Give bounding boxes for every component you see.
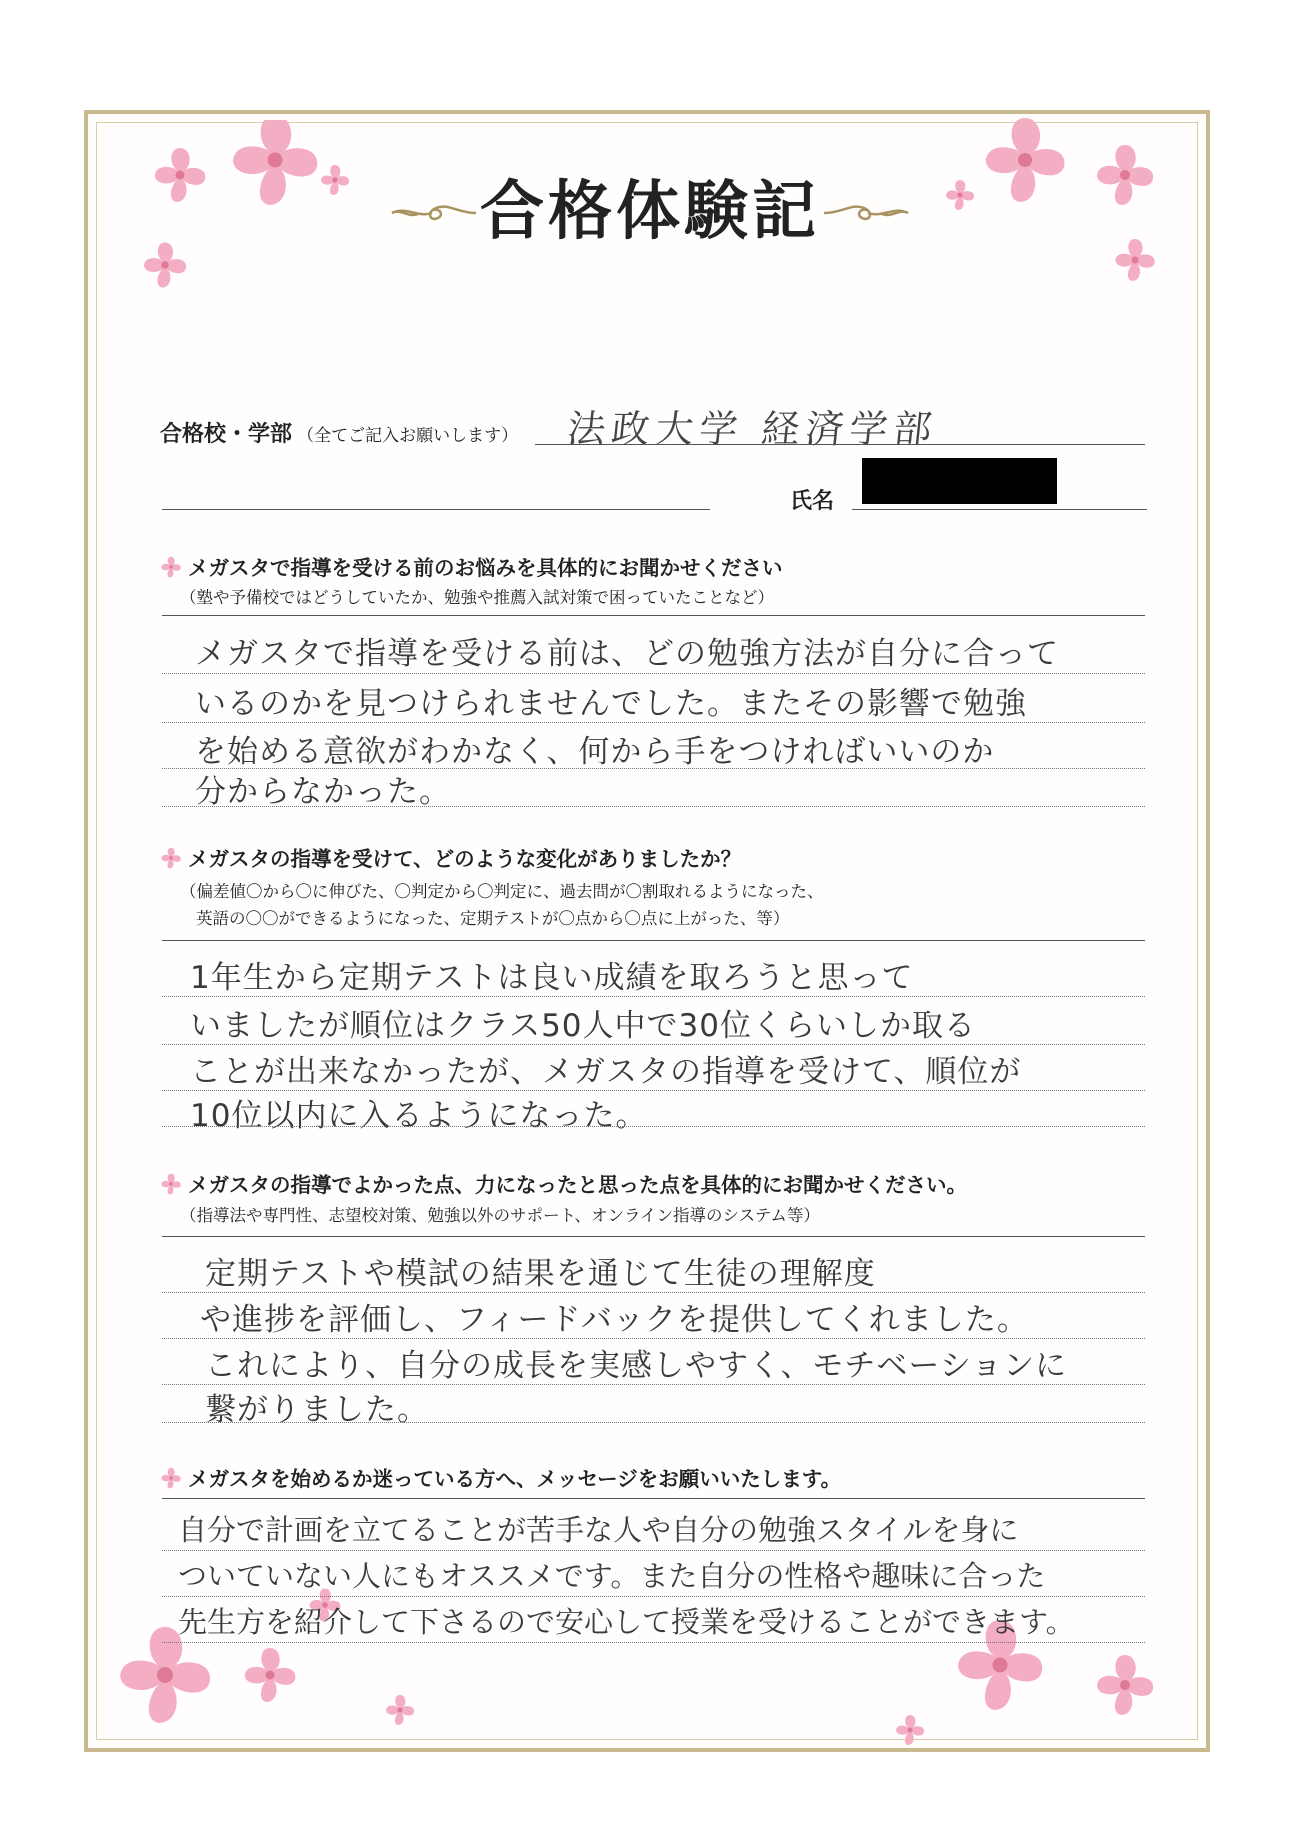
q3-answer-line-4[interactable]: 繋がりました。: [205, 1392, 429, 1428]
form-frame: [84, 110, 1210, 1752]
q2-heading: [160, 842, 741, 872]
q4-ruled-line-2: [162, 1596, 1145, 1597]
q1-answer-line-3[interactable]: を始める意欲がわかなく、何から手をつければいいのか: [195, 734, 995, 770]
q3-answer-line-3[interactable]: これにより、自分の成長を実感しやすく、モチベーションに: [205, 1348, 1068, 1384]
name-field-underline: [852, 509, 1147, 510]
q2-ruled-line-1: [162, 996, 1145, 997]
swirl-ornament-right: [822, 198, 912, 228]
school-field-underline: [535, 444, 1145, 445]
q4-answer-line-2[interactable]: ついていない人にもオススメです。また自分の性格や趣味に合った: [178, 1559, 1046, 1593]
q1-ruled-line-1: [162, 673, 1145, 674]
q1-answer-line-4[interactable]: 分からなかった。: [195, 774, 451, 810]
q3-ruled-line-2: [162, 1338, 1145, 1339]
q3-ruled-line-1: [162, 1292, 1145, 1293]
q1-ruled-line-2: [162, 722, 1145, 723]
q1-answer-line-1[interactable]: メガスタで指導を受ける前は、どの勉強方法が自分に合って: [195, 636, 1059, 672]
q1-top-line: [162, 615, 1145, 616]
q4-answer-line-1[interactable]: 自分で計画を立てることが苦手な人や自分の勉強スタイルを身に: [178, 1513, 1019, 1547]
q2-answer-line-4[interactable]: 10位以内に入るようになった。: [190, 1098, 648, 1134]
q3-heading-text: メガスタの指導でよかった点、力になったと思った点を具体的にお聞かせください。: [188, 1173, 967, 1197]
q3-answer-line-2[interactable]: や進捗を評価し、フィードバックを提供してくれました。: [200, 1302, 1029, 1338]
q2-answer-line-2[interactable]: いましたが順位はクラス50人中で30位くらいしか取る: [190, 1008, 976, 1044]
q3-ruled-line-4: [162, 1422, 1145, 1423]
q2-subtext-1: （偏差値〇から〇に伸びた、〇判定から〇判定に、過去問が〇割取れるようになった、: [180, 882, 824, 901]
q4-heading-text: メガスタを始めるか迷っている方へ、メッセージをお願いいたします。: [188, 1467, 842, 1491]
sakura-bullet-icon: [160, 556, 182, 578]
q4-answer-line-3[interactable]: 先生方を紹介して下さるので安心して授業を受けることができます。: [178, 1605, 1075, 1639]
school-field-note: （全てご記入お願いします）: [297, 426, 519, 446]
q2-top-line: [162, 940, 1145, 941]
q1-answer-line-2[interactable]: いるのかを見つけられませんでした。またその影響で勉強: [195, 686, 1027, 722]
q2-answer-line-1[interactable]: 1年生から定期テストは良い成績を取ろうと思って: [190, 960, 914, 996]
q3-subtext: （指導法や専門性、志望校対策、勉強以外のサポート、オンライン指導のシステム等）: [180, 1206, 820, 1225]
q3-heading: [160, 1168, 967, 1198]
q1-subtext: （塾や予備校ではどうしていたか、勉強や推薦入試対策で困っていたことなど）: [180, 588, 774, 607]
q4-ruled-line-3: [162, 1642, 1145, 1643]
q2-ruled-line-4: [162, 1126, 1145, 1127]
school-field-label: 合格校・学部: [160, 422, 293, 447]
school-field-label-group: [160, 417, 518, 448]
q2-answer-line-3[interactable]: ことが出来なかったが、メガスタの指導を受けて、順位が: [190, 1054, 1022, 1090]
q2-subtext-2: 英語の〇〇ができるようになった、定期テストが〇点から〇点に上がった、等）: [196, 909, 790, 928]
page-title: 合格体験記: [480, 174, 820, 249]
q1-heading: [160, 551, 783, 581]
sakura-bullet-icon: [160, 1467, 182, 1489]
q3-answer-line-1[interactable]: 定期テストや模試の結果を通じて生徒の理解度: [205, 1256, 876, 1292]
q3-top-line: [162, 1236, 1145, 1237]
q2-ruled-line-2: [162, 1044, 1145, 1045]
q1-ruled-line-4: [162, 806, 1145, 807]
q2-heading-text: メガスタの指導を受けて、どのような変化がありましたか？: [188, 847, 742, 871]
q1-heading-text: メガスタで指導を受ける前のお悩みを具体的にお聞かせください: [188, 556, 783, 580]
sakura-bullet-icon: [160, 1173, 182, 1195]
q4-heading: [160, 1462, 841, 1492]
name-redaction: [862, 458, 1057, 504]
q4-ruled-line-1: [162, 1550, 1145, 1551]
swirl-ornament-left: [388, 198, 478, 228]
school-field-value[interactable]: 法政大学 経済学部: [565, 407, 940, 451]
name-left-underline: [162, 509, 710, 510]
sakura-bullet-icon: [160, 847, 182, 869]
name-field-label: 氏名: [790, 489, 835, 514]
q4-top-line: [162, 1498, 1145, 1499]
